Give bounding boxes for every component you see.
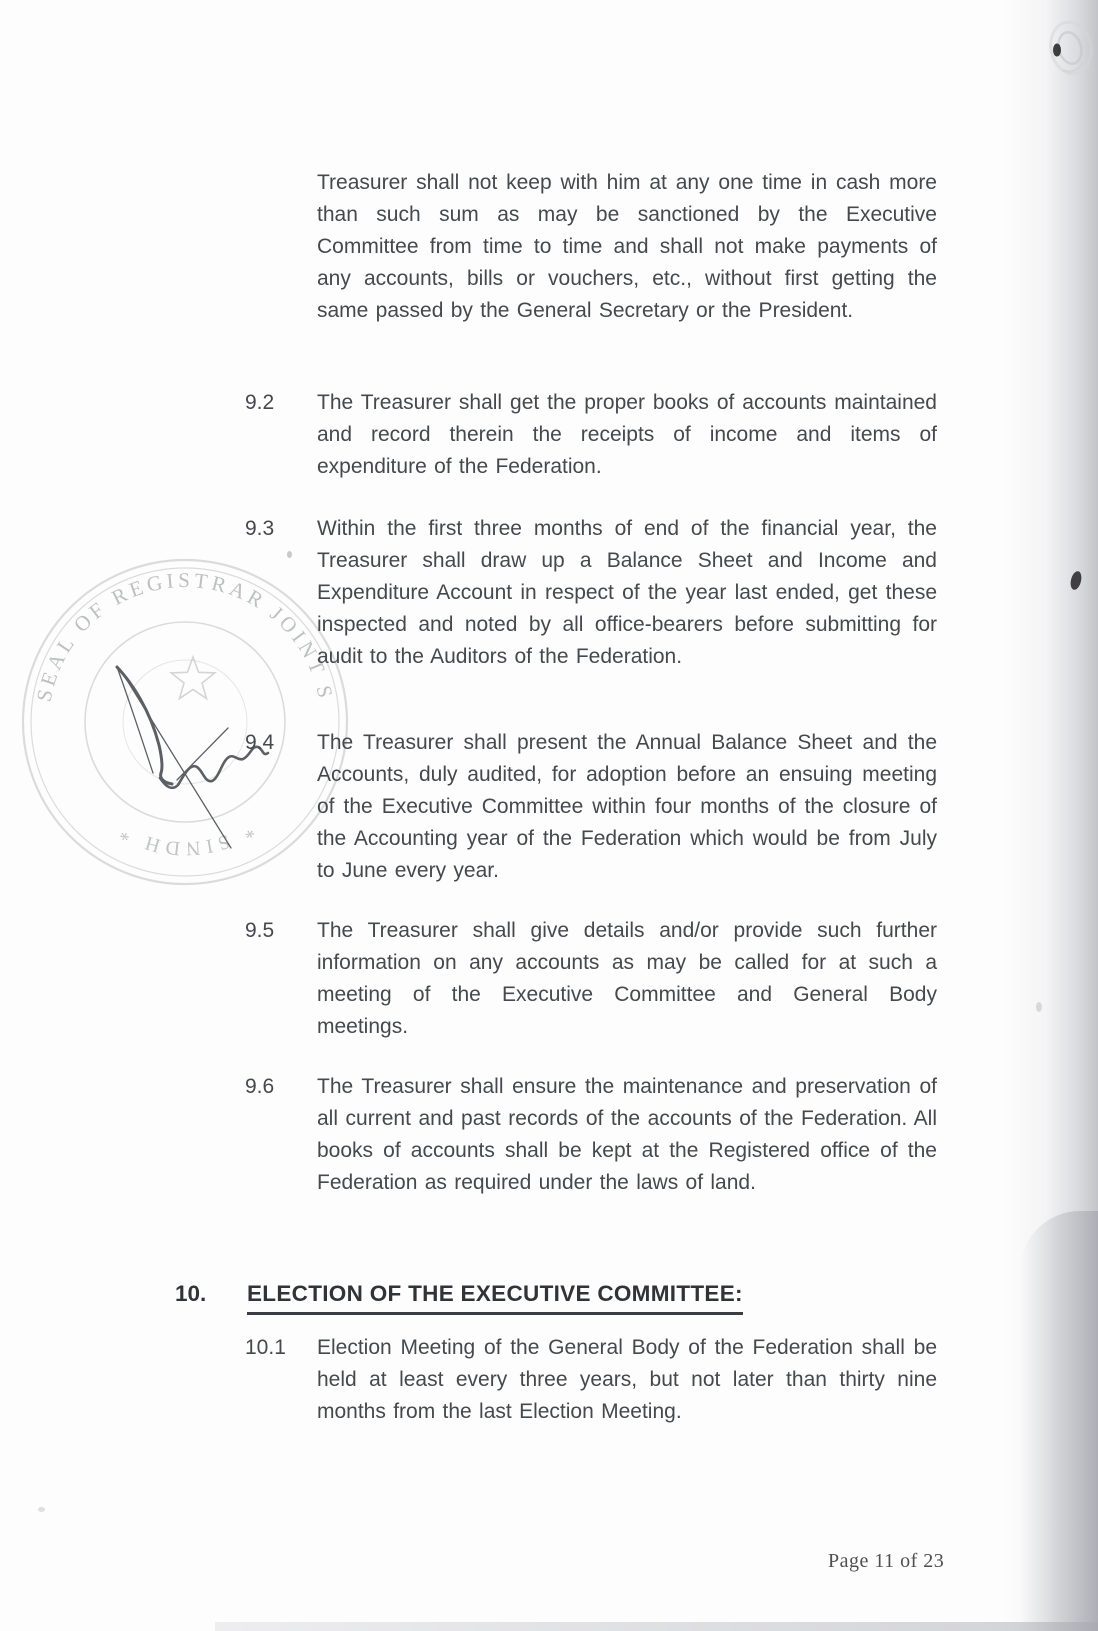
- page-corner-shadow: [1020, 1211, 1098, 1631]
- clause-number: 10.1: [245, 1336, 286, 1359]
- seal-star-icon: [171, 657, 215, 699]
- intro-paragraph: Treasurer shall not keep with him at any one time in cash more than such sum as may be sanctioned by the Executive Committee from time to time and shall not make payments of any accounts, bills or vouchers, etc., without first getting the same passed by the General Secretary or the President.: [317, 171, 937, 322]
- clause-9-3: [245, 513, 940, 673]
- clause-9-4: [245, 727, 940, 887]
- clause-text: The Treasurer shall present the Annual Balance Sheet and the Accounts, duly audited, for adoption before an ensuing meeting of the Executive Committee within four months of the closure of the Accounting year of the Federation which would be from July to June every year.: [317, 731, 937, 882]
- scan-speck: [38, 1507, 45, 1512]
- clause-10-1: [245, 1332, 940, 1428]
- section-heading: [175, 1279, 743, 1315]
- section-title: ELECTION OF THE EXECUTIVE COMMITTEE:: [247, 1279, 743, 1315]
- clause-number: 9.3: [245, 517, 275, 540]
- scan-speck: [1036, 1002, 1042, 1012]
- section-number: 10.: [175, 1281, 207, 1306]
- clause-text: The Treasurer shall give details and/or provide such further information on any accounts as may be called for at such a meeting of the Executive Committee and General Body meetings.: [317, 919, 937, 1038]
- clause-text: The Treasurer shall ensure the maintenance and preservation of all current and past records of the accounts of the Federation. All books of accounts shall be kept at the Registered office of the Federation as required under the laws of land.: [317, 1075, 937, 1194]
- clause-9-2: [245, 387, 940, 483]
- seal-arc-text-top: SEAL OF REGISTRAR JOINT S: [31, 567, 339, 704]
- clause-text: Within the first three months of end of the financial year, the Treasurer shall draw up a Balance Sheet and Income and Expenditure Account in respect of the year last ended, get these inspected and noted by all office-bearers before submitting for audit to the Auditors of the Federation.: [317, 517, 937, 668]
- clause-number: 9.5: [245, 919, 275, 942]
- clause-9-5: [245, 915, 940, 1043]
- page-number: Page 11 of 23: [828, 1550, 945, 1572]
- bottom-edge-shadow: [215, 1622, 1098, 1631]
- clause-number: 9.4: [245, 731, 275, 754]
- ink-smudge: [1033, 8, 1098, 88]
- clause-number: 9.2: [245, 391, 275, 414]
- clause-text: The Treasurer shall get the proper books of accounts maintained and record therein the receipts of income and items of expenditure of the Federation.: [317, 391, 937, 478]
- seal-arc-text-bottom: * SINDH *: [112, 819, 258, 860]
- clause-9-6: [245, 1071, 940, 1199]
- clause-text: Election Meeting of the General Body of the Federation shall be held at least every three years, but not later than thirty nine months from the last Election Meeting.: [317, 1336, 937, 1423]
- clause-number: 9.6: [245, 1075, 275, 1098]
